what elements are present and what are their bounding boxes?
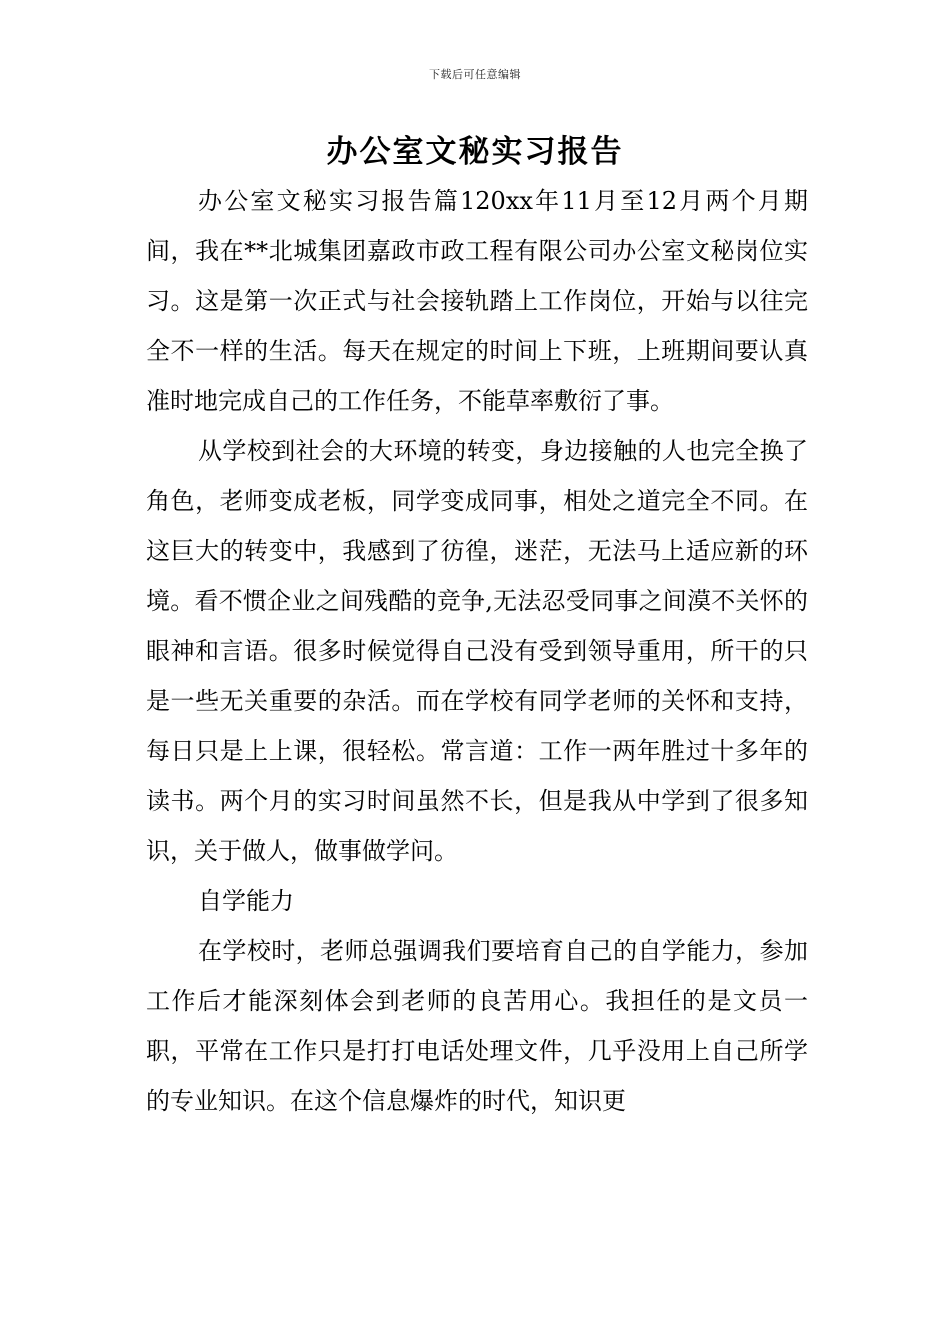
paragraph-intro: 办公室文秘实习报告篇120xx年11月至12月两个月期间，我在**北城集团嘉政市政工程有限公司办公室文秘岗位实习。这是第一次正式与社会接轨踏上工作岗位，开始与以往完全不一样的生活。每天在规定的时间上下班，上班期间要认真准时地完成自己的工作任务，不能草率敷衍了事。 — [146, 187, 808, 415]
paragraph-transition: 从学校到社会的大环境的转变，身边接触的人也完全换了角色，老师变成老板，同学变成同事，相处之道完全不同。在这巨大的转变中，我感到了彷徨，迷茫，无法马上适应新的环境。看不惯企业之间残酷的竞争,无法忍受同事之间漠不关怀的眼神和言语。很多时候觉得自己没有受到领导重用，所干的只是一些无关重要的杂活。而在学校有同学老师的关怀和支持，每日只是上上课，很轻松。常言道：工作一两年胜过十多年的读书。两个月的实习时间虽然不长，但是我从中学到了很多知识，关于做人，做事做学问。 — [146, 437, 808, 865]
paragraph-self-study: 在学校时，老师总强调我们要培育自己的自学能力，参加工作后才能深刻体会到老师的良苦用心。我担任的是文员一职，平常在工作只是打打电话处理文件，几乎没用上自己所学的专业知识。在这个信息爆炸的时代，知识更 — [146, 937, 808, 1115]
document-title: 办公室文秘实习报告 — [326, 134, 624, 170]
document-body — [146, 176, 808, 1126]
section-heading-self-study: 自学能力 — [198, 887, 294, 915]
header-note: 下载后可任意编辑 — [429, 68, 521, 81]
